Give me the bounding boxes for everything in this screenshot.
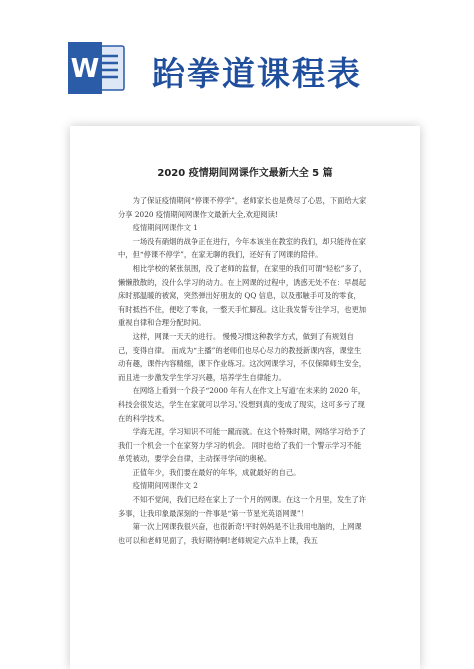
document-page (70, 126, 420, 669)
section-heading: 疫情期间网课作文 2 (132, 481, 198, 491)
document-banner (0, 0, 474, 118)
word-logo-letter: W (70, 54, 100, 84)
paragraph: 第一次上网课我很兴奋，也很新奇!平时妈妈是不让我用电脑的，上网课也可以和老师见面了，我好期待啊!老师规定六点半上课，我五 (118, 522, 362, 545)
paragraph: 一场没有硝烟的战争正在进行，今年本该坐在教室的我们，却只能待在家中，但“停课不停学”，在家无聊的我们，还好有了网课的陪伴。 (118, 236, 367, 260)
paragraph: 在网络上看到一个段子“2000 年有人在作文上写道‘在未来的 2020 年，科技会很发达，学生在家就可以学习。’没想到真的变成了现实，这可多亏了现在的科学技术。 (118, 386, 366, 423)
section-heading: 疫情期间网课作文 1 (132, 223, 198, 233)
paragraph: 正值年少，我们要在最好的年华，成就最好的自己。 (132, 467, 301, 477)
paragraph: 不知不觉间，我们已经在家上了一个月的网课。在这一个月里，发生了许多事，让我印象最深刻的一件事是“第一节星光英语网课”！ (118, 495, 367, 518)
word-icon (66, 40, 126, 96)
paragraph: 为了保证疫情期间“停课不停学”，老师家长也是费尽了心思，下面给大家分享 2020 疫情期间网课作文最新大全,欢迎阅读! (118, 196, 367, 219)
paragraph: 这样，网课一天天的进行。 慢慢习惯这种教学方式，做到了有规划自己，变得自律。 而成为“主播”的老师们也尽心尽力的教授新课内容，课堂生动有趣，课件内容精细，课下作业练习。这次网课学习，不仅保障师生安全，而且进一步激发学生学习兴趣，培养学生自律能力。 (118, 331, 367, 382)
page-fade (70, 649, 420, 669)
document-body (118, 194, 368, 547)
paragraph: 相比学校的紧张氛围，没了老师的监督，在家里的我们可谓“轻松”多了，懒懒散散的，没什么学习的动力。在上网课的过程中，诱惑无处不在：早晨起床时那温暖的被窝，突然弹出好朋友的 QQ 信息，以及那触手可及的零食，有时抵挡不住，便吃了零食，一整天手忙脚乱。这让我发誓专注学习，也更加重视自律和合理分配时间。 (118, 263, 367, 328)
document-title: 2020 疫情期间网课作文最新大全 5 篇 (157, 168, 333, 179)
banner-title: 跆拳道课程表 (152, 54, 362, 93)
paragraph: 学海无涯，学习知识不可能一蹴而就。在这个特殊时期，网络学习给予了我们一个机会一个在家努力学习的机会。 同时也给了我们一个警示学习不能单凭被动，要学会自律，主动探寻学问的奥秘。 (118, 427, 367, 464)
